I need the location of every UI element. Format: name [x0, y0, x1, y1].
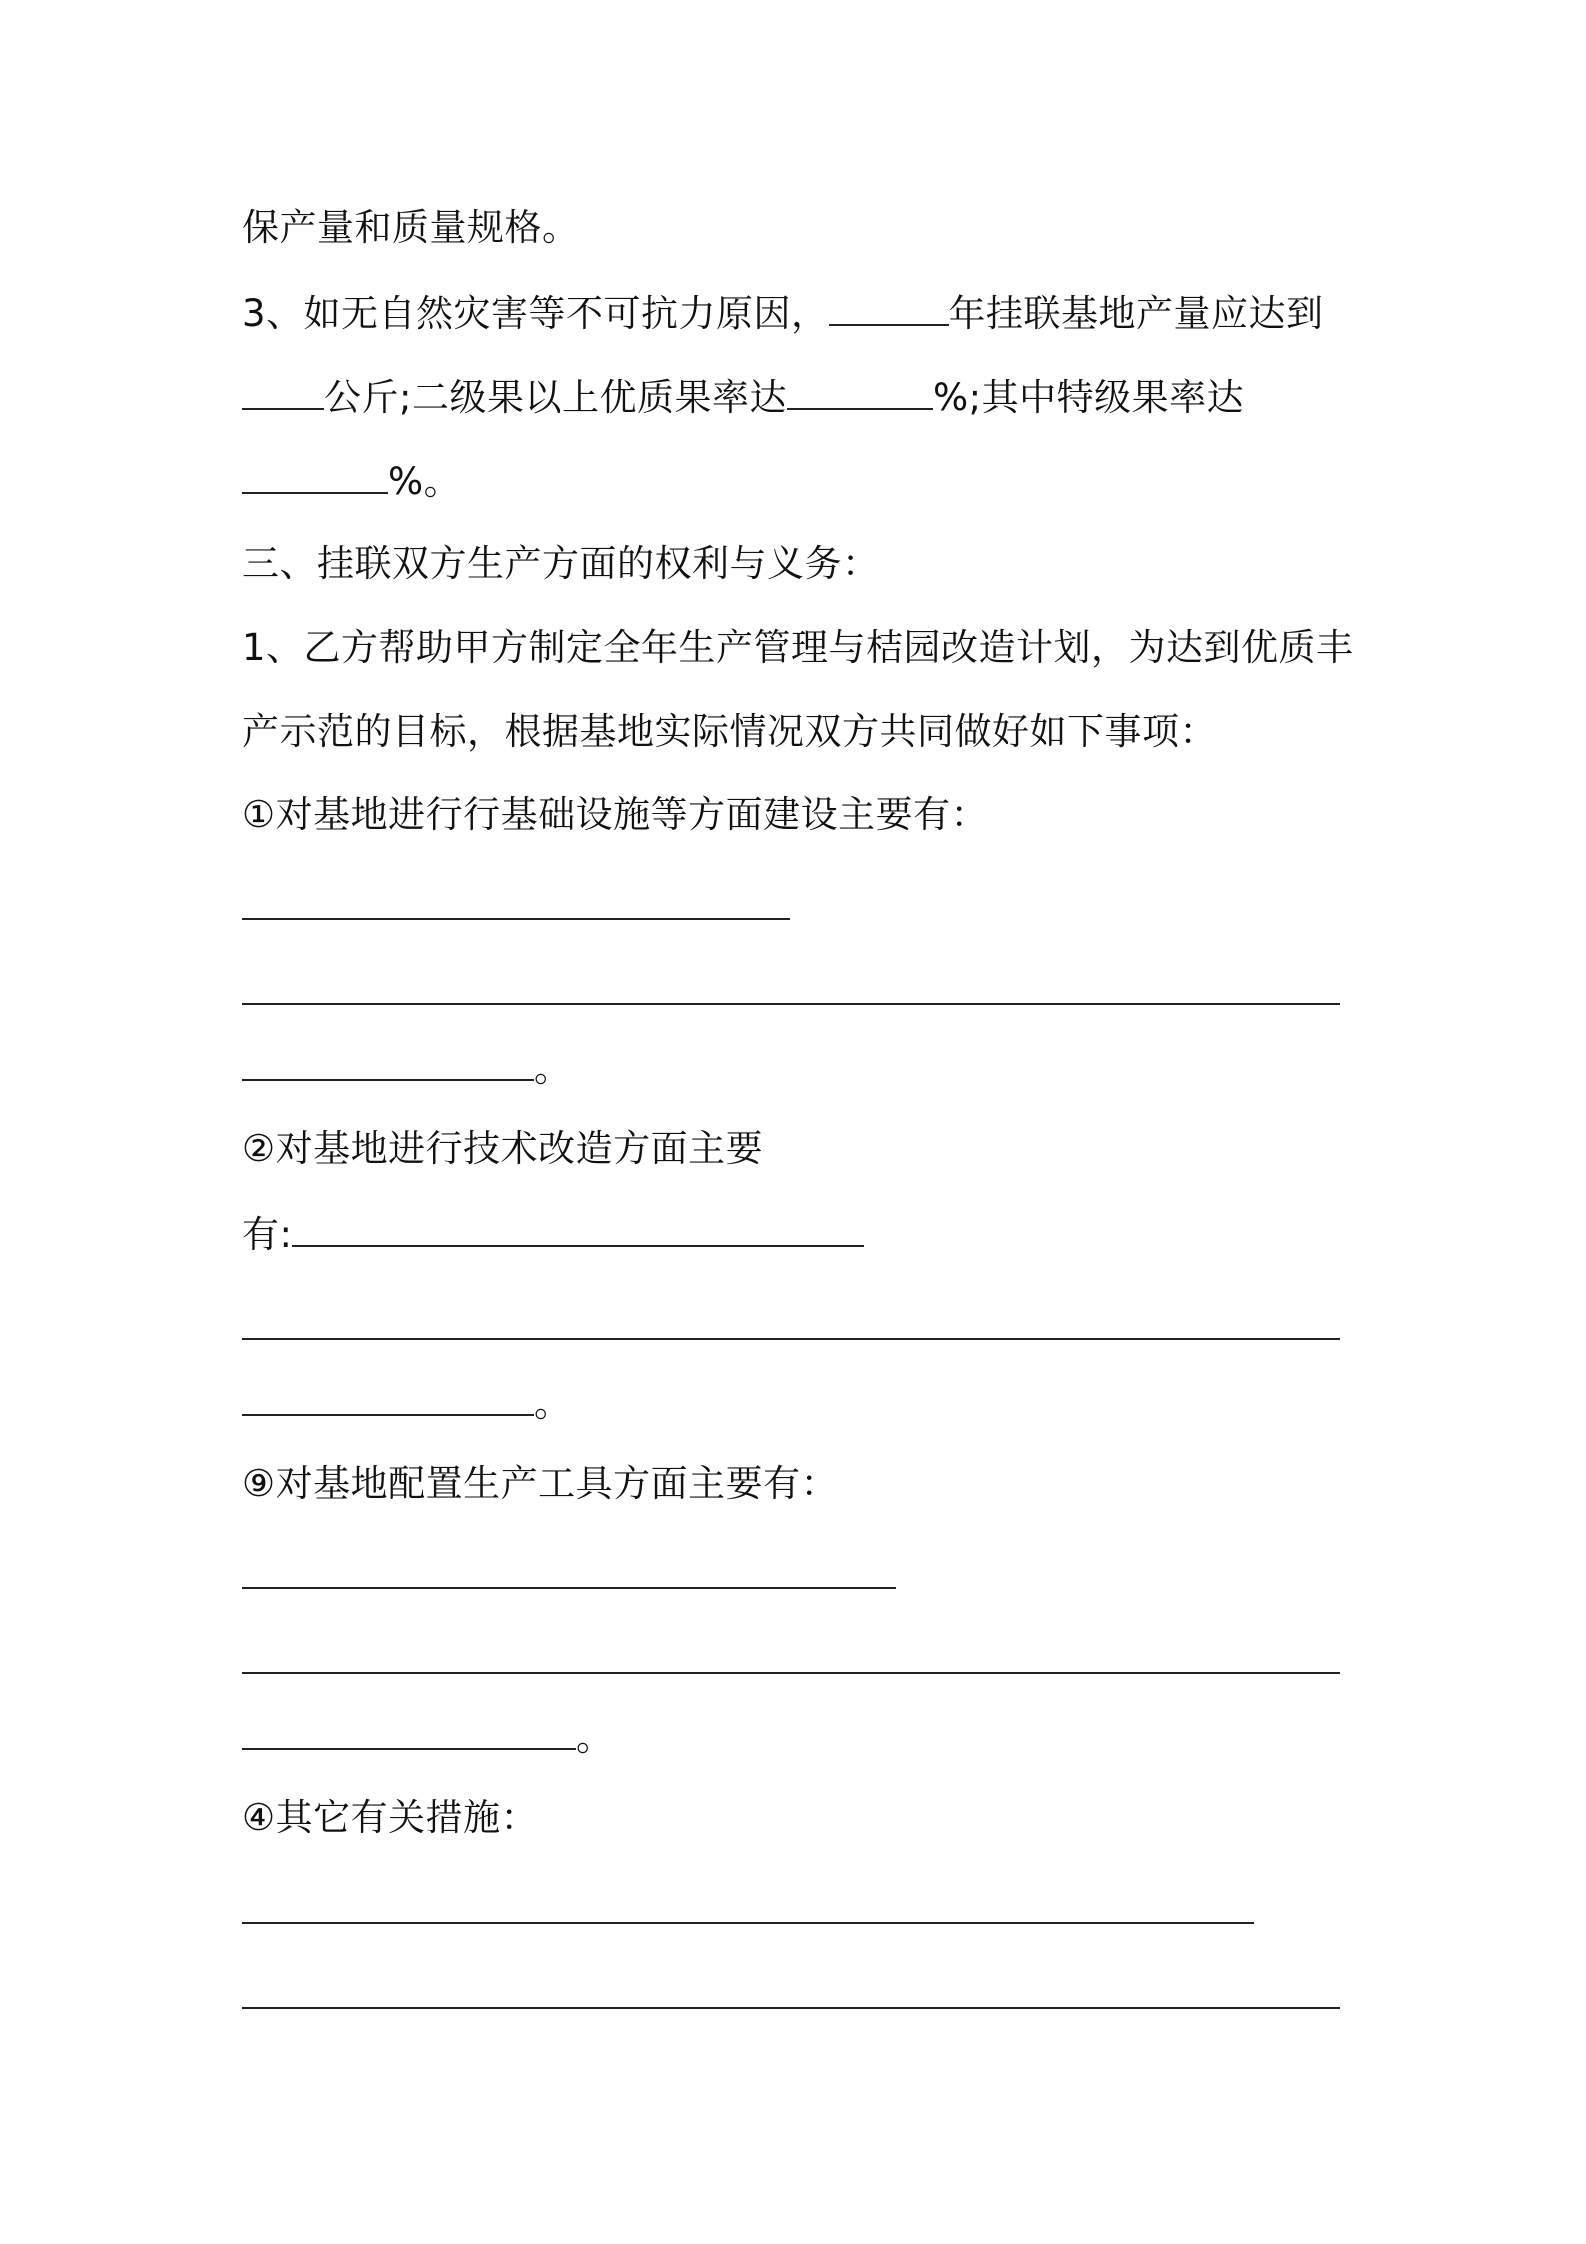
item-2-heading-text: ②对基地进行技术改造方面主要 [242, 1127, 764, 1170]
item-4-blank-line-2[interactable] [242, 2007, 1340, 2009]
item-2-end-mark: 。 [534, 1382, 572, 1425]
item-3-blank-line-3 [242, 1714, 614, 1760]
section-heading-3-text: 三、挂联双方生产方面的权利与义务： [242, 542, 880, 585]
paragraph-3-text-a: 公斤;二级果以上优质果率达 [324, 376, 787, 419]
paragraph-6-text: 1、乙方帮助甲方制定全年生产管理与桔园改造计划，为达到优质丰 [242, 626, 1354, 669]
item-2-blank-line-3 [242, 1380, 572, 1426]
item-1-end-mark: 。 [534, 1047, 572, 1090]
item-4-blank-line-1[interactable] [242, 1922, 1254, 1924]
item-1-blank-line-3 [242, 1045, 572, 1091]
item-3-blank-line-1[interactable] [242, 1587, 896, 1589]
item-2-blank-line-1[interactable] [292, 1211, 864, 1247]
premium-rate-blank[interactable] [242, 458, 388, 494]
paragraph-4 [242, 458, 461, 504]
item-4-heading-text: ④其它有关措施： [242, 1796, 539, 1839]
item-1-blank-line-3-fill[interactable] [242, 1045, 534, 1081]
paragraph-2-text-b: 年挂联基地产量应达到 [948, 292, 1324, 335]
paragraph-2 [242, 290, 1324, 336]
paragraph-4-text: %。 [388, 460, 462, 503]
item-1-blank-line-1[interactable] [242, 918, 790, 920]
output-kg-blank[interactable] [242, 374, 324, 410]
item-2-blank-line-3-fill[interactable] [242, 1380, 534, 1416]
item-4-heading [242, 1796, 538, 1840]
item-3-blank-line-2[interactable] [242, 1672, 1340, 1674]
item-1-heading-text: ①对基地进行行基础设施等方面建设主要有： [242, 793, 989, 836]
item-2-heading-cont [242, 1211, 864, 1257]
paragraph-1 [242, 206, 580, 250]
item-3-end-mark: 。 [576, 1716, 614, 1759]
paragraph-7-text: 产示范的目标，根据基地实际情况双方共同做好如下事项： [242, 710, 1217, 753]
item-3-blank-line-3-fill[interactable] [242, 1714, 576, 1750]
item-2-heading-cont-text: 有: [242, 1213, 293, 1256]
paragraph-1-text: 保产量和质量规格。 [242, 206, 580, 249]
paragraph-3 [242, 374, 1244, 420]
item-3-heading-text: ⑨对基地配置生产工具方面主要有： [242, 1462, 839, 1505]
year-blank[interactable] [829, 290, 949, 326]
paragraph-6 [242, 626, 1354, 670]
paragraph-7 [242, 710, 1217, 754]
item-1-heading [242, 793, 988, 837]
item-2-heading [242, 1127, 763, 1171]
item-1-blank-line-2[interactable] [242, 1003, 1340, 1005]
quality-rate-blank[interactable] [787, 374, 933, 410]
section-heading-3 [242, 542, 880, 586]
item-2-blank-line-2[interactable] [242, 1338, 1340, 1340]
paragraph-2-text-a: 3、如无自然灾害等不可抗力原因， [242, 292, 829, 335]
paragraph-3-text-b: %;其中特级果率达 [932, 376, 1245, 419]
item-3-heading [242, 1462, 838, 1506]
